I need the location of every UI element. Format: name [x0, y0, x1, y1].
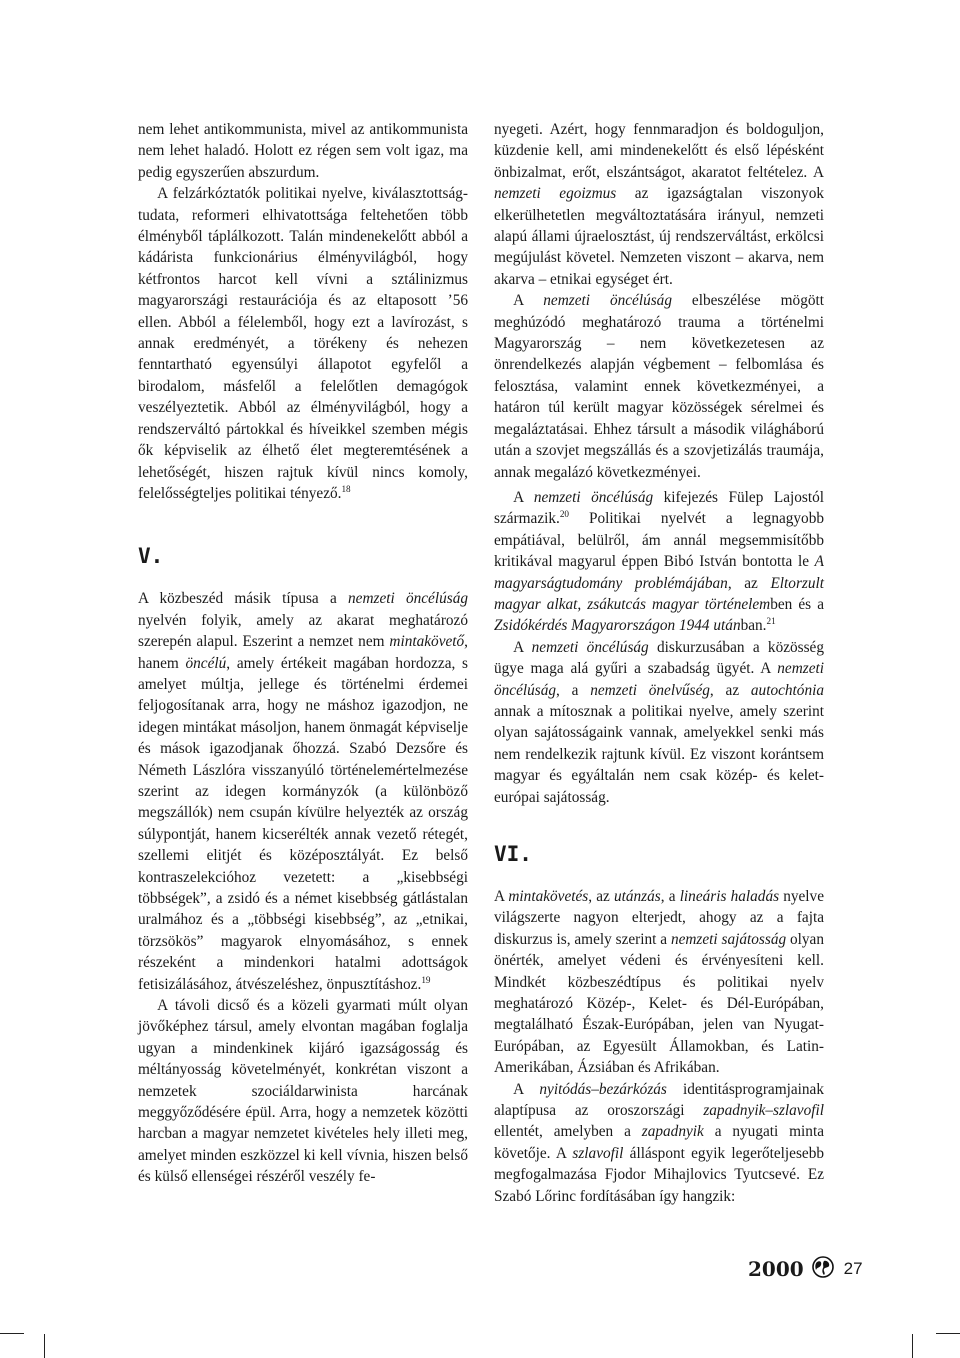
footnote-ref-19: 19	[421, 974, 431, 985]
crop-mark	[44, 1334, 45, 1358]
footnote-ref-21: 21	[766, 616, 776, 627]
page-footer	[748, 1254, 863, 1284]
paragraph: nem lehet antikommunista, mivel az antikommunista nem lehet haladó. Holott ez régen sem volt igaz, ma pedig egyszerűen abszurdum.	[138, 121, 468, 181]
globe-icon	[812, 1256, 834, 1283]
paragraph: A nemzeti öncélúság kifejezés Fülep Lajostól származik.$^{20}$ Politikai nyelvét a legnagyobb empátiával, belülről, ám annál megsemmisítőbb kritikával magyarul éppen Bibó István bontotta le A magyarságtudomány problémájában, az Eltorzult magyar alkat, zsákutcás magyar történelemben és a Zsidókérdés Magyarországon 1944 utánban.$^{21}$	[494, 488, 824, 635]
paragraph: A nemzeti öncélúság diskurzusában a közösség ügye maga alá gyűri a szabadság ügyét. A nemzeti öncélúság, a nemzeti önelvűség, az autochtónia annak a mítosznak a politikai nyelve, amely szerint olyan sajátosságaink vannak, amelyekkel senki más nem rendelkezik rajtunk kívül. Ez viszont korántsem magyar és egyáltalán nem csak közép- és kelet-európai sajátosság.	[494, 638, 824, 806]
paragraph: A távoli dicső és a közeli gyarmati múlt olyan jövőképhez társul, amely elvontan magában foglalja ugyan a mindenkinek kijáró igazságosság és méltányosság követelményét, konkrétan viszont a nemzetek szociáldarwinista harcának meggyőződésére épül. Arra, hogy a nemzetek közötti harcban a magyar nemzetet kivételes hely illeti meg, amelyet minden eszközzel ki kell vívnia, hiszen belső és külső ellenségei részéről veszély fe-	[138, 997, 468, 1186]
right-column	[494, 119, 824, 1207]
paragraph: A nyitódás–bezárkózás identitásprogramjainak alaptípusa az oroszországi zapadnyik–szlavofil ellentét, amelyben a zapadnyik a nyugati minta követője. A szlavofil álláspont egyik legerőteljesebb megfogalmazása Fjodor Mihajlovics Tyutcsevé. Ez Szabó Lőrinc fordításában így hangzik:	[494, 1080, 824, 1205]
left-column	[138, 119, 468, 1188]
page-number: 27	[843, 1259, 863, 1278]
crop-mark	[0, 1333, 24, 1334]
paragraph: A felzárkóztatók politikai nyelve, kiválasztottság-tudata, reformeri elhivatottsága feltehetően több élményből táplálkozott. Talán mindenekelőtt abból a kádárista funkcionárius élményvilágból, hogy kétfrontos harcot kell vívni a sztálinizmus magyarországi restaurációja és az eltaposott ’56 ellen. Abból a félelemből, hogy ezt a lavírozást, s annak eredményét, a törékeny és nehezen fenntartható egyensúlyi állapotot egyfelől a birodalom, másfelől a felelőtlen demagógok veszélyeztetik. Abból az élményvilágból, hogy a rendszerváltó pártokkal és híveikkel szemben mégis ők képviselik az élhető élet megteremtésének a lehetőségét, hiszen rajtuk kívül nincs komoly, felelősségteljes politikai tényező.$^{18}$	[138, 185, 468, 502]
section-heading-vi: VI.	[494, 842, 532, 866]
footnote-ref-20: 20	[559, 509, 569, 520]
paragraph: A nemzeti öncélúság elbeszélése mögött meghúzódó meghatározó trauma a történelmi Magyarország – nem következetesen az önrendelkezés alapján végbement – felbomlása és felosztása, valamint ennek következményei, a határon túl került magyar közösségek sérelmei és megaláztatásai. Ehhez társult a második világháború után a szovjet megszállás és a szovjetizálás traumája, annak megalázó következményei.	[494, 292, 825, 481]
journal-title: 2000	[748, 1257, 804, 1281]
paragraph: A közbeszéd másik típusa a nemzeti öncélúság nyelvén folyik, amely az akarat meghatározó szerepén alapul. Eszerint a nemzet nem mintakövető, hanem öncélú, amely értékeit magában hordozza, s amelyet múltja, jellege és történelmi érdemei feljogosítanak arra, hogy ne máshoz igazodjon, ne idegen mintákat másoljon, hanem önmagát képviselje és mások igazodjanak őhozzá. Szabó Dezsőre és Németh Lászlóra visszanyúló történelemértelmezése szerint az idegen kormányzók (a különböző megszállók) nem csupán kívülre helyezték az ország súlypontját, hanem kicserélték annak vezető rétegét, szellemi elitjét és középosztályát. Ez belső kontraszelekcióhoz vezetett: a „kisebbségi többségek”, a zsidó és a német kisebbség gátlástalan uralmához és a „többségi kisebbség”, az „etnikai, törzsökös” magyarok elnyomásához, s ennek részeként a mindenkori hatalmi adottságok fetisizálásához, átvészeléshez, önpusztításhoz.$^{19}$	[138, 590, 468, 993]
footnote-ref-18: 18	[341, 483, 351, 494]
paragraph: nyegeti. Azért, hogy fennmaradjon és boldoguljon, küzdenie kell, ami mindenekelőtt és első lépésként önbizalmat, erőt, elszántságot, akaratot feltételez. A nemzeti egoizmus az igazságtalan viszonyok elkerülhetetlen megváltoztatására irányul, nemzeti alapú állami újraelosztást, új rendszerváltást, erkölcsi megújulást követel. Nemzeten viszont – akarva, nem akarva – etnikai egységet ért.	[494, 121, 824, 288]
crop-mark	[936, 1333, 960, 1334]
section-heading-v: V.	[138, 544, 164, 569]
paragraph: A mintakövetés, az utánzás, a lineáris haladás nyelve világszerte nagyon elterjedt, ahogy az a fajta diskurzus is, amely szerint a nemzeti sajátosság olyan önérték, amelyet védeni és érvényesíteni kell. Mindkét közbeszédtípus és politikai nyelv meghatározó Közép-, Kelet- és Dél-Európában, megtalálható Észak-Európában, jelen van Nyugat-Európában, az Egyesült Államokban, és Latin-Amerikában, Ázsiában és Afrikában.	[494, 888, 824, 1077]
crop-mark	[912, 1334, 913, 1358]
